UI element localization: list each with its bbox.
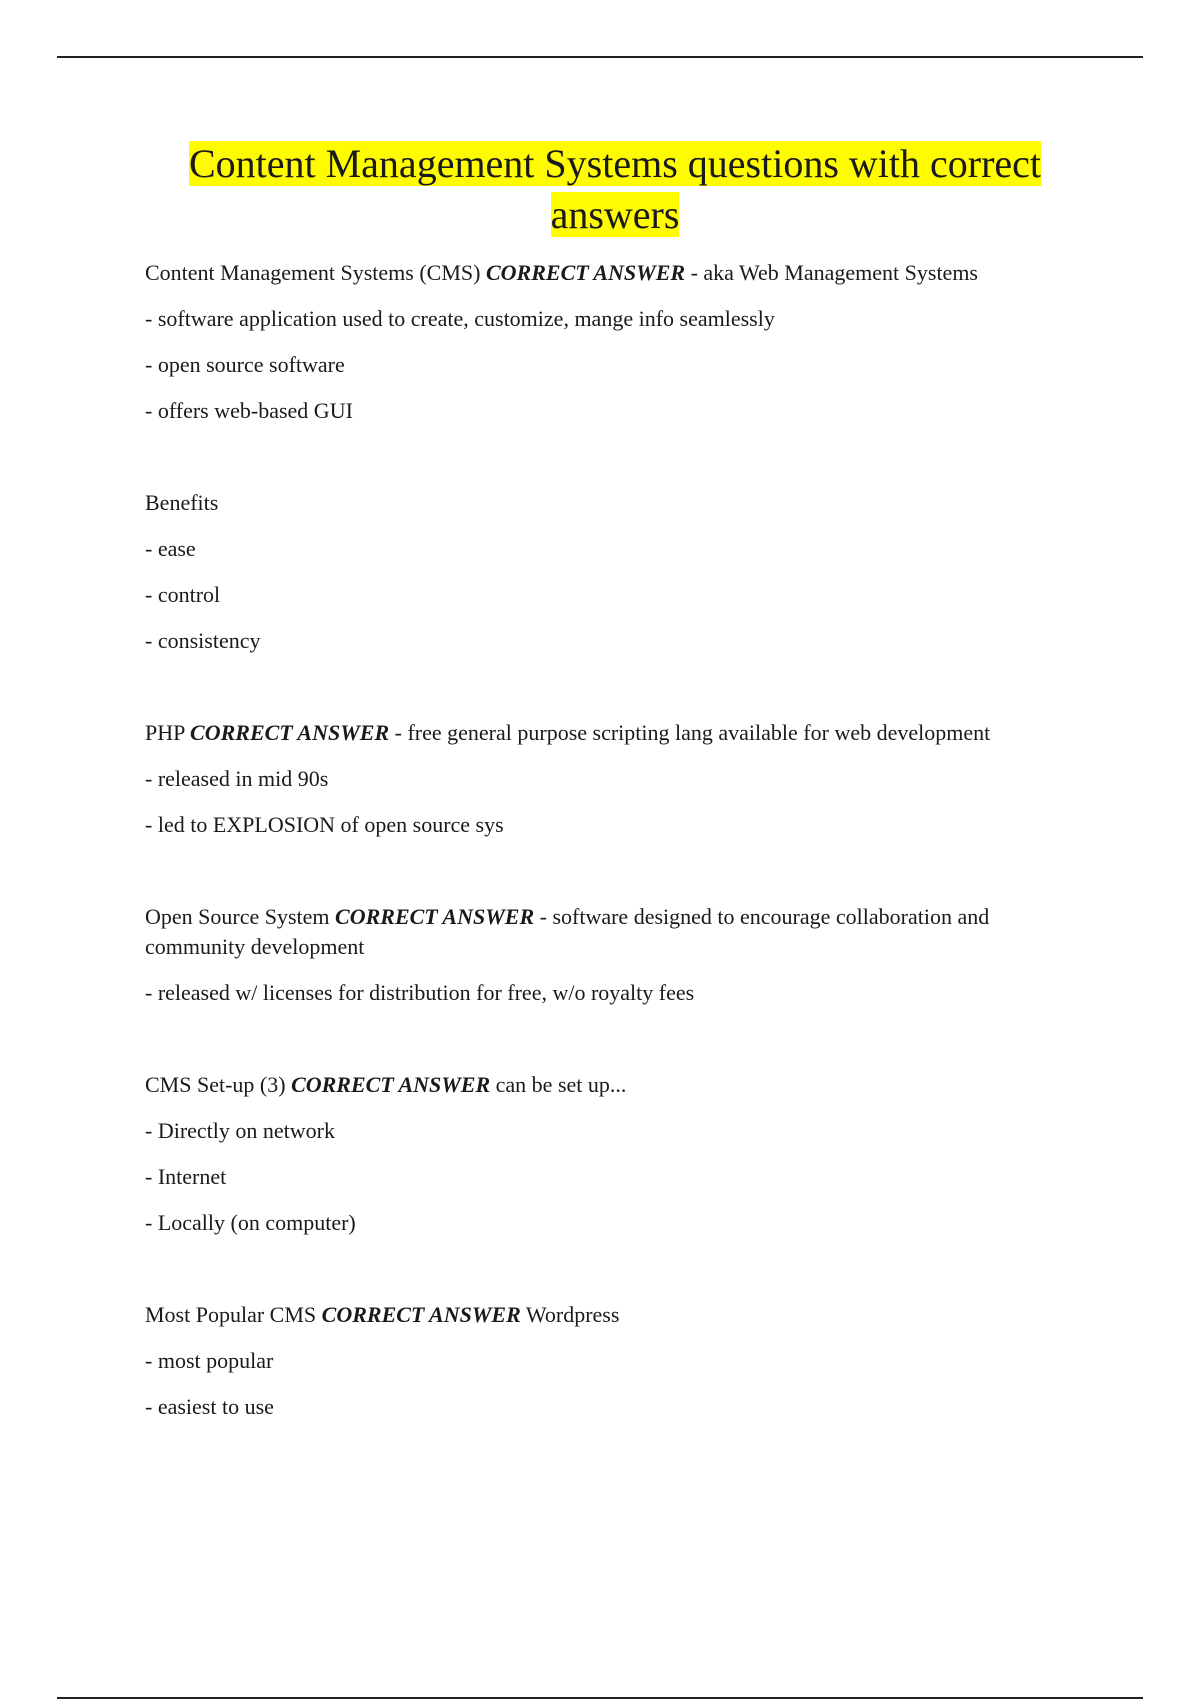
qa-term-line: [145, 258, 1090, 288]
top-rule: [57, 56, 1143, 58]
section-gap: [145, 856, 1090, 902]
qa-detail: - consistency: [145, 628, 261, 653]
qa-detail: - easiest to use: [145, 1394, 274, 1419]
qa-term: CMS Set-up (3): [145, 1072, 286, 1097]
qa-detail: - Locally (on computer): [145, 1210, 356, 1235]
qa-detail: - ease: [145, 536, 196, 561]
qa-term: Content Management Systems (CMS): [145, 260, 481, 285]
section-gap: [145, 672, 1090, 718]
qa-content: [145, 258, 1090, 1438]
qa-heading: Benefits: [145, 490, 219, 515]
qa-answer-lead: - software designed to encourage collaboration and community development: [145, 904, 990, 959]
qa-detail: - open source software: [145, 352, 345, 377]
bottom-rule: [57, 1697, 1143, 1699]
qa-term: Most Popular CMS: [145, 1302, 317, 1327]
correct-answer-label: CORRECT ANSWER: [335, 904, 535, 929]
correct-answer-label: CORRECT ANSWER: [485, 260, 686, 285]
qa-detail: - control: [145, 582, 221, 607]
qa-detail: - most popular: [145, 1348, 274, 1373]
qa-term-line: [145, 1070, 1090, 1100]
qa-detail: - released w/ licenses for distribution for free, w/o royalty fees: [145, 980, 695, 1005]
highlighted-title-text: Content Management Systems questions with correct answers: [188, 141, 1042, 237]
qa-term: Open Source System: [145, 904, 330, 929]
correct-answer-label: CORRECT ANSWER: [190, 720, 390, 745]
qa-detail: - released in mid 90s: [145, 766, 329, 791]
qa-answer-lead: can be set up...: [495, 1072, 627, 1097]
section-gap: [145, 1254, 1090, 1300]
correct-answer-label: CORRECT ANSWER: [321, 1302, 521, 1327]
qa-term-line: [145, 718, 1090, 748]
correct-answer-label: CORRECT ANSWER: [291, 1072, 491, 1097]
page-title: [160, 138, 1070, 240]
section-gap: [145, 1024, 1090, 1070]
qa-detail: - software application used to create, customize, mange info seamlessly: [145, 306, 775, 331]
qa-answer-lead: - aka Web Management Systems: [690, 260, 978, 285]
section-gap: [145, 442, 1090, 488]
qa-detail: - offers web-based GUI: [145, 398, 353, 423]
qa-detail: - Directly on network: [145, 1118, 335, 1143]
qa-answer-lead: Wordpress: [525, 1302, 620, 1327]
qa-term-line: [145, 1300, 1090, 1330]
qa-detail: - Internet: [145, 1164, 227, 1189]
qa-term: PHP: [145, 720, 185, 745]
qa-answer-lead: - free general purpose scripting lang available for web development: [394, 720, 991, 745]
qa-term-line: [145, 902, 1090, 962]
qa-detail: - led to EXPLOSION of open source sys: [145, 812, 504, 837]
